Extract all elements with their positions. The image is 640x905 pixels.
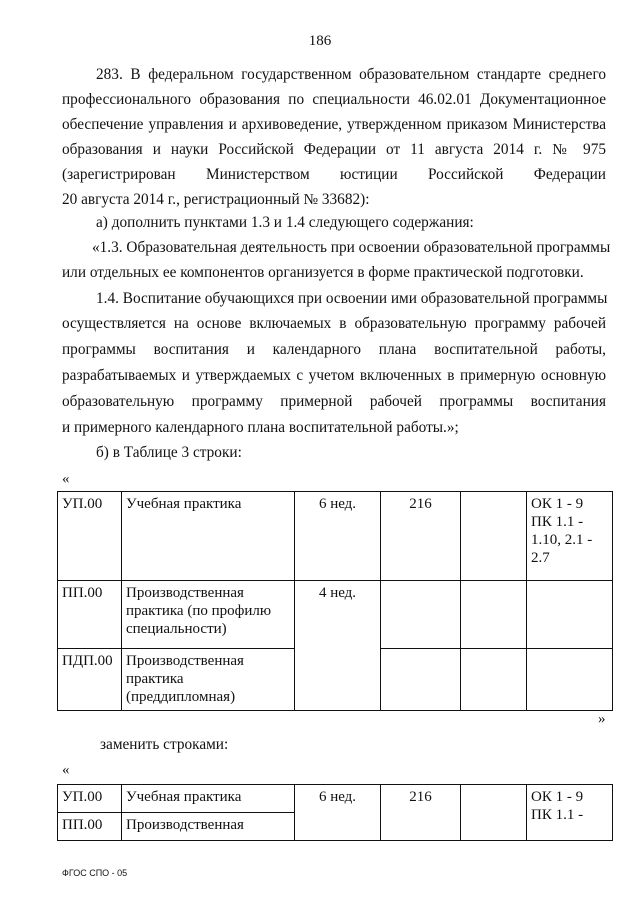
- empty-cell: [461, 785, 527, 841]
- name-cell: [122, 581, 295, 649]
- competencies-text: ОК 1 - 9 ПК 1.1 - 1.10, 2.1 - 2.7: [531, 496, 593, 566]
- code-cell: УП.00: [58, 492, 122, 581]
- paragraph-line: 20 августа 2014 г., регистрационный № 33682):: [62, 191, 370, 208]
- name-text: Производственная практика (по профилю специальности): [126, 585, 272, 637]
- clause-line: осуществляется на основе включаемых в образовательную программу рабочей: [62, 315, 606, 332]
- empty-cell: [527, 649, 613, 711]
- table-row: [58, 785, 613, 813]
- competencies-cell: [527, 492, 613, 581]
- name-cell: Производственная: [122, 813, 295, 841]
- empty-cell: [461, 492, 527, 581]
- name-cell: [122, 649, 295, 711]
- table-row: [58, 581, 613, 649]
- paragraph-line: образования и науки Российской Федерации от 11 августа 2014 г. № 975: [62, 141, 606, 158]
- item-a: а) дополнить пунктами 1.3 и 1.4 следующего содержания:: [96, 214, 474, 231]
- hours-cell: 216: [381, 785, 461, 841]
- open-quote: «: [62, 471, 70, 487]
- clause-line: или отдельных ее компонентов организуется в форме практической подготовки.: [62, 264, 584, 281]
- paragraph-line: профессионального образования по специальности 46.02.01 Документационное: [62, 91, 606, 108]
- name-text: Производственная практика (преддипломная): [126, 653, 244, 705]
- duration-cell: 6 нед.: [295, 785, 381, 841]
- footer-label: ФГОС СПО - 05: [62, 868, 128, 878]
- clause-line: 1.4. Воспитание обучающихся при освоении ими образовательной программы: [96, 290, 608, 307]
- paragraph-line: (зарегистрирован Министерством юстиции Российской Федерации: [62, 166, 606, 183]
- code-cell: ПП.00: [58, 813, 122, 841]
- competencies-text: ОК 1 - 9 ПК 1.1 -: [531, 789, 584, 823]
- clause-line: «1.3. Образовательная деятельность при освоении образовательной программы: [92, 239, 611, 256]
- hours-cell: 216: [381, 492, 461, 581]
- name-cell: Учебная практика: [122, 785, 295, 813]
- close-quote: »: [598, 711, 606, 727]
- clause-line: образовательную программу примерной рабочей программы воспитания: [62, 393, 606, 410]
- code-cell: ПП.00: [58, 581, 122, 649]
- item-b: б) в Таблице 3 строки:: [96, 444, 242, 461]
- replace-text: заменить строками:: [100, 736, 229, 753]
- paragraph-line: обеспечение управления и архивоведение, утвержденном приказом Министерства: [62, 116, 606, 133]
- duration-cell: 4 нед.: [295, 581, 381, 711]
- clause-line: и примерного календарного плана воспитательной работы.»;: [62, 419, 459, 436]
- clause-line: программы воспитания и календарного плана воспитательной работы,: [62, 341, 606, 358]
- page-number: 186: [308, 33, 332, 49]
- table-new-rows: [57, 784, 613, 841]
- code-cell: ПДП.00: [58, 649, 122, 711]
- paragraph-line: 283. В федеральном государственном образовательном стандарте среднего: [96, 66, 606, 83]
- empty-cell: [527, 581, 613, 649]
- table-old-rows: [57, 491, 613, 711]
- competencies-cell: [527, 785, 613, 841]
- empty-cell: [381, 581, 461, 649]
- open-quote: «: [62, 762, 70, 778]
- code-cell: УП.00: [58, 785, 122, 813]
- empty-cell: [381, 649, 461, 711]
- table-row: [58, 492, 613, 581]
- empty-cell: [461, 581, 527, 649]
- empty-cell: [461, 649, 527, 711]
- name-cell: Учебная практика: [122, 492, 295, 581]
- clause-line: разрабатываемых и утверждаемых с учетом включенных в примерную основную: [62, 367, 606, 384]
- duration-cell: 6 нед.: [295, 492, 381, 581]
